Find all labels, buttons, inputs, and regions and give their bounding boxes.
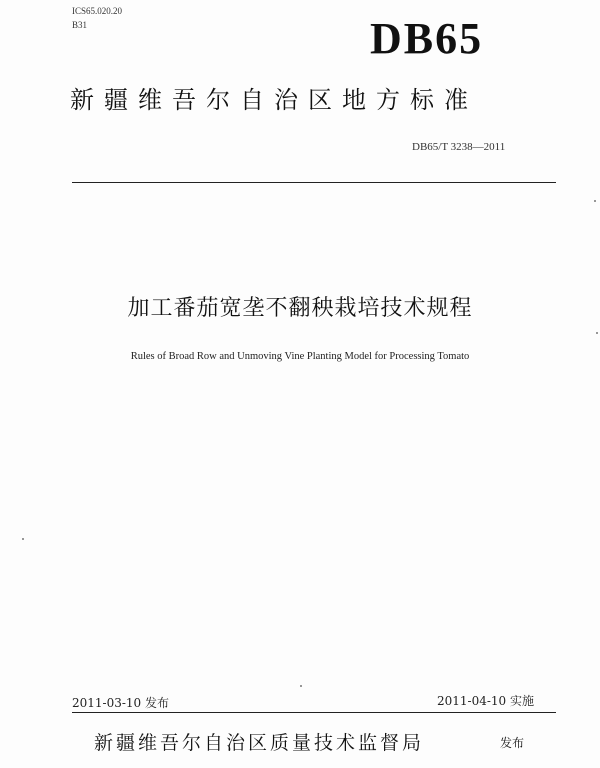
standard-category: 新疆维吾尔自治区地方标准 [70, 86, 478, 114]
ccs-code: B31 [72, 20, 88, 30]
top-divider [72, 182, 556, 183]
title-chinese: 加工番茄宽垄不翻秧栽培技术规程 [127, 296, 473, 321]
scan-speck [596, 332, 598, 334]
issuer-suffix: 发布 [500, 736, 525, 750]
standard-number: DB65/T 3238—2011 [412, 141, 506, 153]
title-english: Rules of Broad Row and Unmoving Vine Planting Model for Processing Tomato [130, 351, 470, 362]
issuer-name: 新疆维吾尔自治区质量技术监督局 [94, 732, 425, 754]
scan-speck [22, 538, 24, 540]
bottom-divider [72, 712, 556, 713]
scan-speck [594, 200, 596, 202]
scan-speck [300, 685, 302, 687]
ics-code: ICS65.020.20 [72, 6, 123, 16]
issue-date: 2011-03-10 发布 [72, 696, 170, 710]
effective-date: 2011-04-10 实施 [436, 694, 534, 708]
db-code: DB65 [370, 14, 484, 63]
